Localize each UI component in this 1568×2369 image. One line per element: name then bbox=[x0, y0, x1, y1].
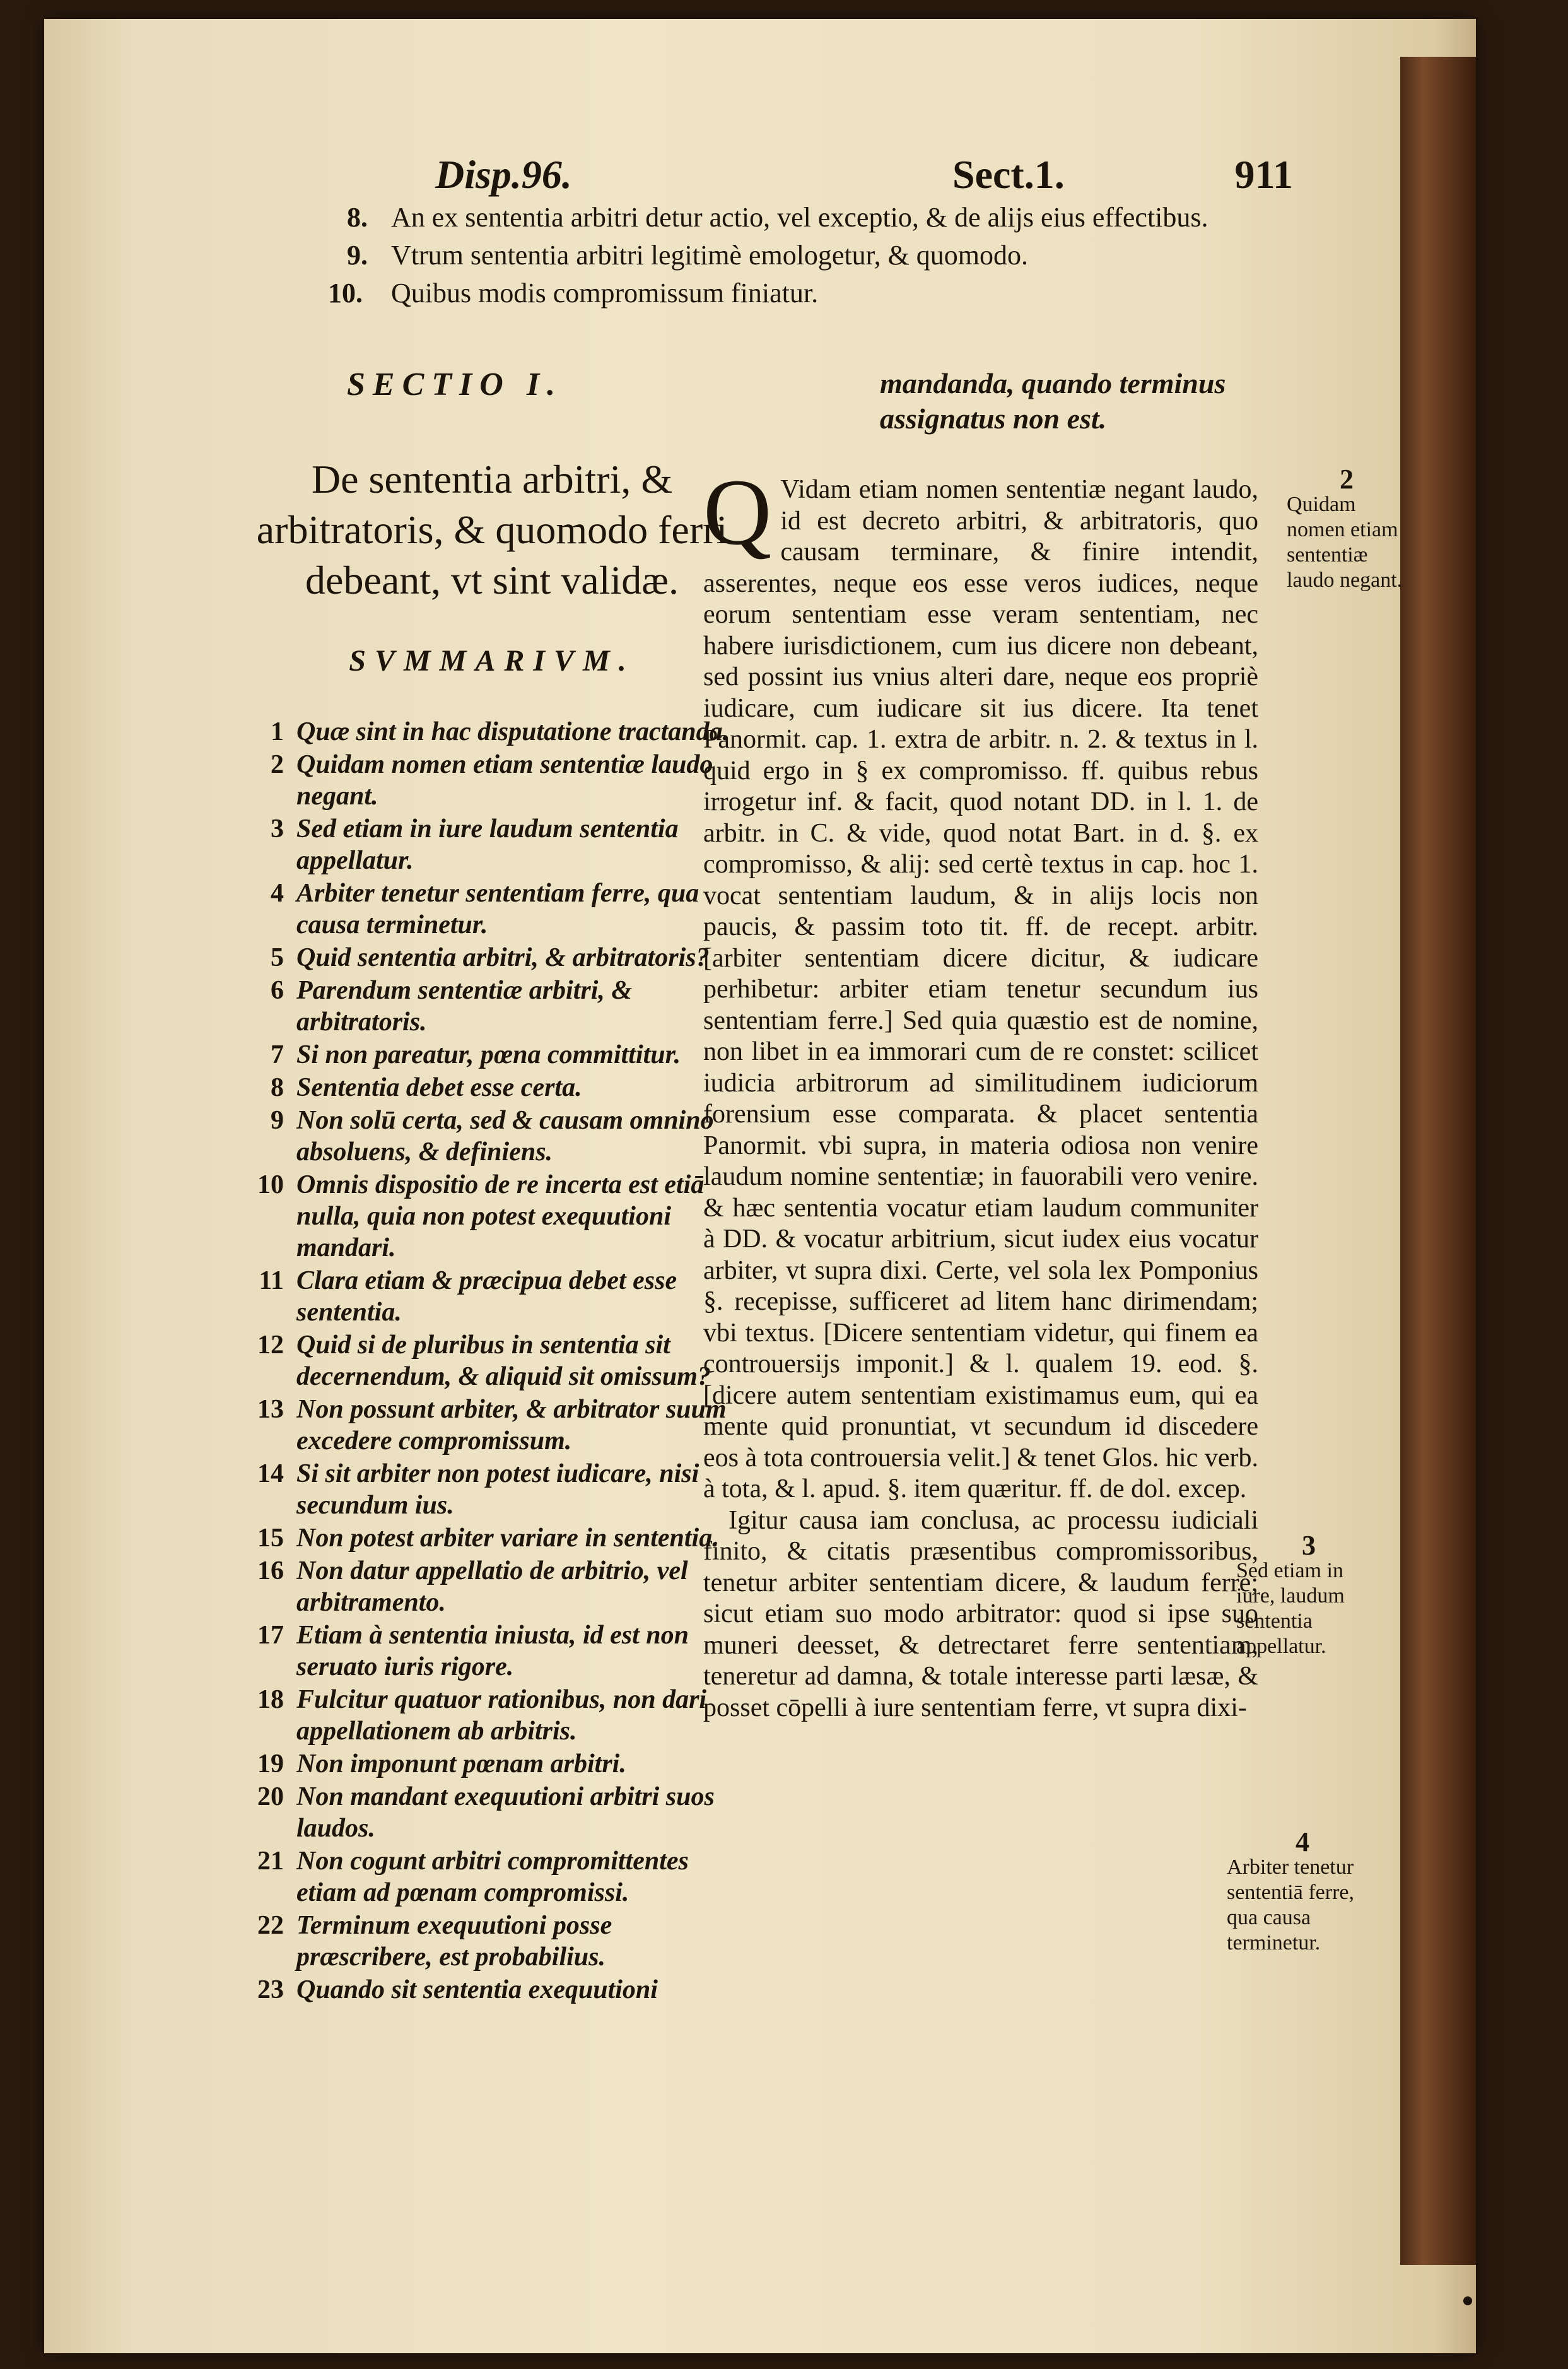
section-heading: SECTIO I. bbox=[347, 367, 563, 403]
summarium-item bbox=[246, 1684, 738, 1747]
summarium-item-number: 22 bbox=[257, 1911, 284, 1940]
summarium-item-text: Non mandant exequutioni arbitri suos laudos. bbox=[296, 1782, 715, 1843]
summarium-item-number: 12 bbox=[257, 1331, 284, 1360]
contents-item-text: An ex sententia arbitri detur actio, vel exceptio, & de alijs eius effectibus. bbox=[391, 202, 1208, 233]
summarium-item-text: Non solū certa, sed & causam omnino absoluens, & definiens. bbox=[296, 1106, 714, 1167]
running-head-disputation: Disp.96. bbox=[435, 152, 572, 197]
summarium-item bbox=[246, 749, 738, 812]
summarium-item-number: 21 bbox=[257, 1847, 284, 1876]
contents-item-number: 8. bbox=[347, 202, 368, 233]
summarium-item bbox=[246, 1910, 738, 1973]
summarium-item-number: 18 bbox=[257, 1685, 284, 1714]
summarium-item bbox=[246, 1169, 738, 1264]
summarium-item bbox=[246, 813, 738, 876]
summarium-item-text: Quando sit sententia exequutioni bbox=[296, 1975, 658, 2004]
summarium-item-text: Non cogunt arbitri compromittentes etiam ad pœnam compromissi. bbox=[296, 1847, 689, 1907]
summarium-item-text: Omnis dispositio de re incerta est etiā nulla, quia non potest exequutioni mandari. bbox=[296, 1170, 705, 1262]
contents-item-text: Vtrum sententia arbitri legitimè emologetur, & quomodo. bbox=[391, 240, 1029, 271]
summarium-item-text: Si sit arbiter non potest iudicare, nisi secundum ius. bbox=[296, 1459, 699, 1520]
margin-note bbox=[1287, 464, 1407, 593]
summarium-item-text: Arbiter tenetur sententiam ferre, qua causa terminetur. bbox=[296, 879, 699, 939]
summarium-item-number: 19 bbox=[257, 1749, 284, 1778]
summarium-item-number: 16 bbox=[257, 1556, 284, 1585]
margin-note-text: Quidam nomen etiam sententiæ laudo negant. bbox=[1287, 493, 1403, 592]
summarium-item bbox=[246, 878, 738, 941]
summarium-item-number: 4 bbox=[271, 879, 284, 908]
contents-item bbox=[328, 199, 1312, 237]
margin-note-text: Sed etiam in iure, laudum sententia appellatur. bbox=[1236, 1559, 1345, 1658]
summarium-item-number: 9 bbox=[271, 1106, 284, 1135]
drop-cap: Q bbox=[703, 460, 772, 565]
summarium-item-number: 14 bbox=[257, 1459, 284, 1488]
summarium-item-text: Quidam nomen etiam sententiæ laudo negant. bbox=[296, 750, 713, 811]
summarium-item-text: Quid sententia arbitri, & arbitratoris? bbox=[296, 943, 710, 972]
summarium-item bbox=[246, 1458, 738, 1521]
summarium-item-number: 13 bbox=[257, 1395, 284, 1424]
summarium-item bbox=[246, 1394, 738, 1457]
running-head-section: Sect.1. bbox=[952, 152, 1065, 197]
summarium-item bbox=[246, 942, 738, 973]
margin-note-text: Arbiter tenetur sententiā ferre, qua causa terminetur. bbox=[1227, 1855, 1354, 1955]
summarium-item bbox=[246, 1105, 738, 1168]
summarium-item-number: 20 bbox=[257, 1782, 284, 1811]
summarium-item-text: Sed etiam in iure laudum sententia appellatur. bbox=[296, 814, 679, 875]
summarium-item-text: Non datur appellatio de arbitrio, vel arbitramento. bbox=[296, 1556, 688, 1617]
summarium-item-text: Sententia debet esse certa. bbox=[296, 1073, 582, 1102]
summarium-item-text: Quæ sint in hac disputatione tractanda. bbox=[296, 717, 730, 746]
summarium-item-number: 23 bbox=[257, 1975, 284, 2004]
summarium-item-text: Si non pareatur, pœna committitur. bbox=[296, 1040, 681, 1069]
contents-item bbox=[328, 237, 1312, 274]
margin-note-number: 3 bbox=[1302, 1530, 1316, 1561]
summarium-item bbox=[246, 1522, 738, 1554]
summarium-item bbox=[246, 716, 738, 748]
contents-list bbox=[328, 199, 1312, 312]
margin-note-number: 2 bbox=[1340, 464, 1354, 495]
right-column-heading: mandanda, quando terminus assignatus non est. bbox=[880, 367, 1226, 435]
section-title: De sententia arbitri, & arbitratoris, & quomodo ferri debeant, vt sint validæ. bbox=[256, 457, 728, 603]
summarium-item-number: 5 bbox=[271, 943, 284, 972]
summarium-item bbox=[246, 1555, 738, 1618]
right-column bbox=[703, 366, 1258, 1724]
contents-item bbox=[328, 274, 1312, 312]
summarium-item bbox=[246, 1620, 738, 1683]
summarium-item-text: Non potest arbiter variare in sententia. bbox=[296, 1524, 719, 1553]
body-text bbox=[703, 460, 1258, 1724]
summarium-item-text: Etiam à sententia iniusta, id est non seruato iuris rigore. bbox=[296, 1621, 689, 1681]
left-column bbox=[246, 366, 738, 2007]
margin-note bbox=[1236, 1530, 1381, 1659]
summarium-item-text: Clara etiam & præcipua debet esse sententia. bbox=[296, 1266, 677, 1327]
summarium-list bbox=[246, 716, 738, 2006]
ink-speck bbox=[1463, 2296, 1472, 2305]
summarium-item-text: Non possunt arbiter, & arbitrator suum excedere compromissum. bbox=[296, 1395, 727, 1455]
summarium-item-number: 2 bbox=[271, 750, 284, 779]
summarium-item bbox=[246, 1974, 738, 2006]
summarium-item-number: 15 bbox=[257, 1524, 284, 1553]
summarium-item-number: 1 bbox=[271, 717, 284, 746]
summarium-item bbox=[246, 1748, 738, 1780]
summarium-item-number: 11 bbox=[259, 1266, 284, 1295]
summarium-item-text: Parendum sententiæ arbitri, & arbitratoris. bbox=[296, 976, 633, 1037]
summarium-item-text: Terminum exequutioni posse præscribere, est probabilius. bbox=[296, 1911, 612, 1972]
summarium-item-number: 6 bbox=[271, 976, 284, 1005]
summarium-item bbox=[246, 1781, 738, 1844]
summarium-item bbox=[246, 1329, 738, 1392]
paragraph-1-text: Vidam etiam nomen sententiæ negant laudo, id est decreto arbitri, & arbitratoris, quo causam terminare, & finire intendit, asserentes, neque eos esse veros iudices, neque eorum sententiam esse veram sententiam, nec habere iurisdictionem, cum ius dicere non debeant, sed possint ius vnius alteri dare, neque eos propriè iudicare, cum iudicare sit ius dicere. Ita tenet Panormit. cap. 1. extra de arbitr. n. 2. & textus in l. quid ergo in § ex compromisso. ff. quibus rebus irrogetur inf. & facit, quod notant DD. in l. 1. de arbitr. in C. & vide, quod notat Bart. in d. §. ex compromisso, & alij: sed certè textus in cap. hoc 1. vocat sententiam laudum, & in alijs locis non paucis, & passim toto tit. ff. de recept. arbitr. [arbiter sententiam dicere dicitur, & iudicare perhibetur: arbiter etiam tenetur secundum ius sententiam ferre.] Sed quia quæstio est de nomine, non libet in ea immorari cum de re constet: scilicet iudicia arbitrorum ad similitudinem iudiciorum forensium esse comparata. & placet sententia Panormit. vbi supra, in materia odiosa non venire laudum nomine sententiæ; in fauorabili vero venire. & hæc sententia vocatur etiam laudum communiter à DD. & vocatur arbitrium, sicut iudex eius vocatur arbiter, vt supra dixi. Certe, vel sola lex Pomponius §. recepisse, sufficeret ad litem hanc dirimendam; vbi textus. [Dicere sententiam videtur, qui finem ea controuersijs imponit.] & l. qualem 19. eod. §. [dicere autem sententiam existimamus eum, qui ea mente quid pronuntiat, vt secundum id discedere eos à tota controuersia velit.] & tenet Glos. hic verb. à tota, & l. apud. §. item quæritur. ff. de dol. excep. bbox=[703, 475, 1258, 1503]
margin-note bbox=[1227, 1826, 1378, 1956]
summarium-item-number: 7 bbox=[271, 1040, 284, 1069]
summarium-item-number: 3 bbox=[271, 814, 284, 844]
summarium-item bbox=[246, 975, 738, 1038]
summarium-item bbox=[246, 1072, 738, 1103]
summarium-item bbox=[246, 1845, 738, 1908]
paragraph-2: Igitur causa iam conclusa, ac processu iudiciali finito, & citatis præsentibus compromissoribus, tenetur arbiter sententiam dicere, & laudum ferre; sicut etiam suo modo arbitrator: quod si ipse suo muneri deesset, & detrectaret ferre sententiam, teneretur ad damna, & totale interesse parti læsæ, & posset cōpelli à iure sententiam ferre, vt supra dixi- bbox=[703, 1505, 1258, 1722]
contents-item-text: Quibus modis compromissum finiatur. bbox=[391, 278, 819, 309]
contents-item-number: 10. bbox=[328, 278, 363, 309]
summarium-item-text: Non imponunt pœnam arbitri. bbox=[296, 1749, 626, 1778]
summarium-item-number: 8 bbox=[271, 1073, 284, 1102]
summarium-item-text: Quid si de pluribus in sententia sit decernendum, & aliquid sit omissum? bbox=[296, 1331, 711, 1391]
summarium-item bbox=[246, 1265, 738, 1328]
summarium-item-number: 17 bbox=[257, 1621, 284, 1650]
page-number: 911 bbox=[1234, 152, 1293, 197]
summarium-item bbox=[246, 1039, 738, 1071]
summarium-item-number: 10 bbox=[257, 1170, 284, 1199]
paragraph-1 bbox=[703, 460, 1258, 1505]
summarium-heading: SVMMARIVM. bbox=[349, 644, 635, 678]
summarium-item-text: Fulcitur quatuor rationibus, non dari appellationem ab arbitris. bbox=[296, 1685, 707, 1746]
book-edge bbox=[1400, 57, 1476, 2265]
contents-item-number: 9. bbox=[347, 240, 368, 271]
margin-note-number: 4 bbox=[1296, 1826, 1309, 1857]
